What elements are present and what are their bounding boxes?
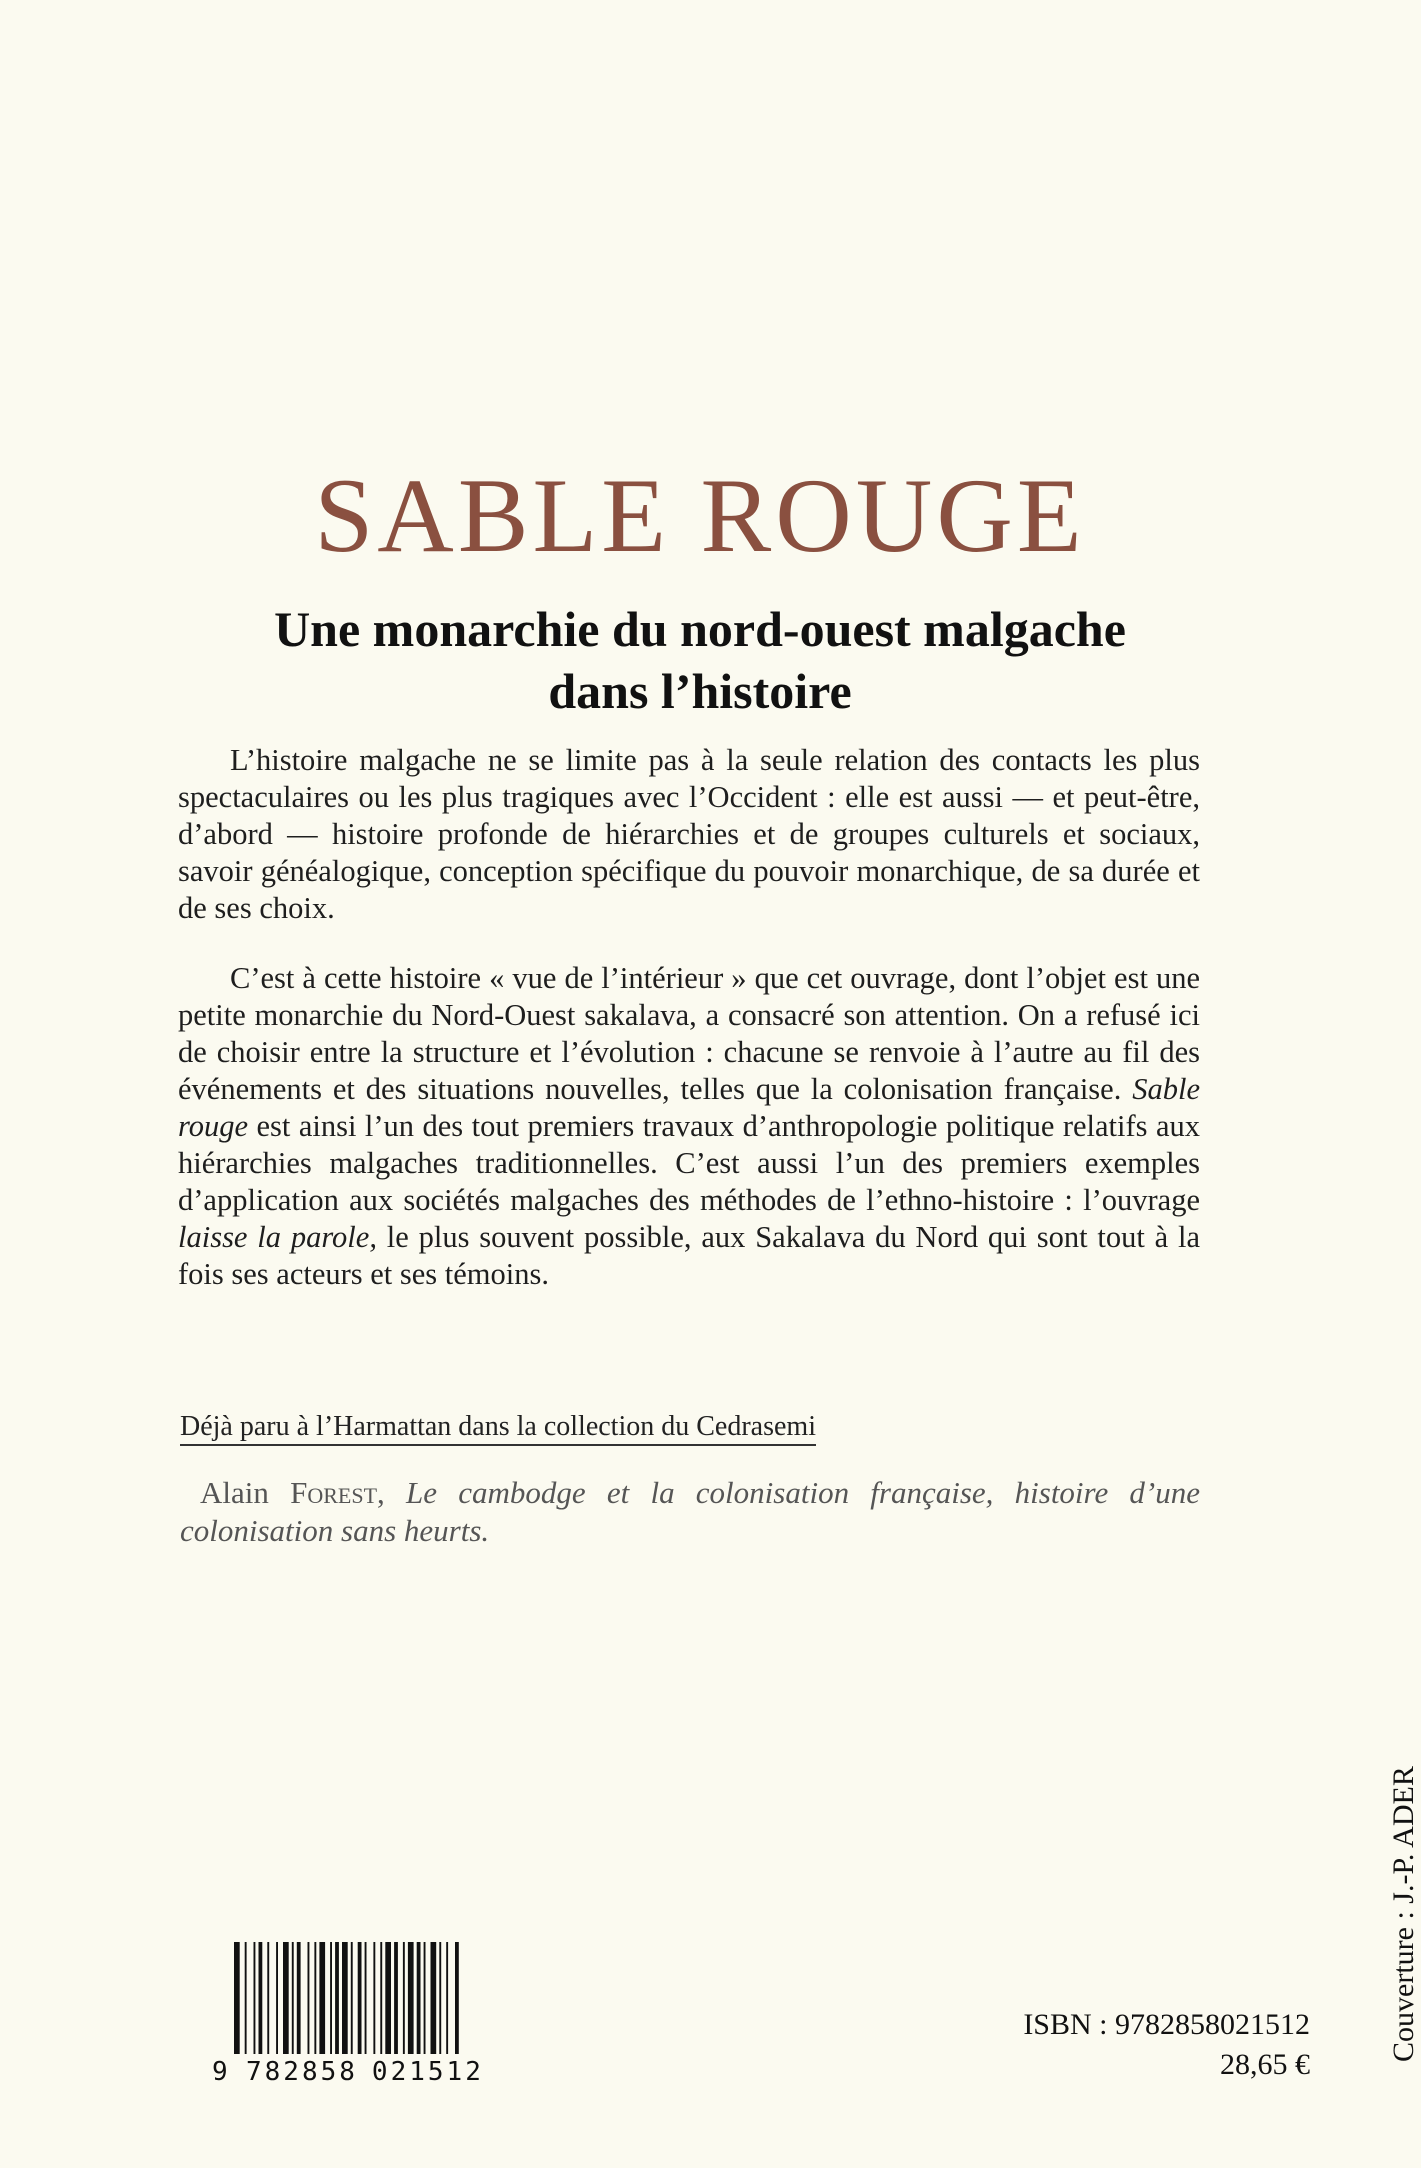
barcode-bar bbox=[319, 1942, 325, 2054]
barcode-bar bbox=[424, 1942, 426, 2054]
barcode-bar bbox=[234, 1942, 240, 2070]
barcode-bar bbox=[394, 1942, 398, 2054]
barcode-bar bbox=[314, 1942, 316, 2054]
reference-author-last: Forest, bbox=[290, 1475, 385, 1510]
barcode-bar bbox=[380, 1942, 382, 2054]
barcode-bar bbox=[292, 1942, 294, 2054]
paragraph-2-text-a: C’est à cette histoire « vue de l’intérieur » que cet ouvrage, dont l’objet est une petite monarchie du Nord-Ouest sakalava, a consacré son attention. On a refusé ici de choisir entre la structure et l’évolution : chacune se renvoie à l’autre au fil des événements et des situations nouvelles, telles que la colonisation française. bbox=[178, 961, 1200, 1106]
paragraph-2-text-c: le plus souvent possible, aux Sakalava du Nord qui sont tout à la fois ses acteurs et ses témoins. bbox=[178, 1220, 1200, 1291]
barcode-bar bbox=[431, 1942, 437, 2054]
subtitle-line-1: Une monarchie du nord-ouest malgache bbox=[274, 601, 1126, 657]
barcode-bar bbox=[308, 1942, 310, 2054]
summary-paragraph-1: L’histoire malgache ne se limite pas à la seule relation des contacts les plus spectaculaires ou les plus tragiques avec l’Occident : elle est aussi — et peut-être, d’abord — histoire profonde de hiérarchies et de groupes culturels et sociaux, savoir généalogique, conception spécifique du pouvoir monarchique, de sa durée et de ses choix. bbox=[178, 743, 1200, 925]
barcode-first-digit: 9 bbox=[212, 2057, 228, 2087]
subtitle-line-2: dans l’histoire bbox=[548, 663, 852, 719]
barcode-bar bbox=[330, 1942, 332, 2054]
paragraph-2-italic-phrase: laisse la parole, bbox=[178, 1220, 377, 1254]
barcode-bar bbox=[365, 1942, 367, 2054]
barcode-digit-group-2: 021512 bbox=[371, 2057, 484, 2087]
barcode-bar bbox=[342, 1942, 348, 2054]
barcode-bar bbox=[335, 1942, 339, 2054]
barcode-bar bbox=[446, 1942, 448, 2054]
barcode-digits bbox=[212, 2054, 512, 2090]
barcode-bar bbox=[455, 1942, 459, 2070]
barcode-digit-group-1: 782858 bbox=[246, 2057, 358, 2087]
price: 28,65 € bbox=[1220, 2048, 1310, 2081]
barcode-bar bbox=[276, 1942, 278, 2054]
barcode-bar bbox=[408, 1942, 414, 2054]
barcode-bar bbox=[297, 1942, 301, 2054]
barcode-bar bbox=[267, 1942, 269, 2054]
barcode-bar bbox=[385, 1942, 391, 2054]
barcode-bar bbox=[351, 1942, 353, 2070]
paragraph-2-text-b: est ainsi l’un des tout premiers travaux d’anthropologie politique relatifs aux hiérarchies malgaches traditionnelles. C’est aussi l’un des premiers exemples d’application aux sociétés malgaches des méthodes de l’ethno-histoire : l’ouvrage bbox=[178, 1109, 1200, 1217]
barcode-bar bbox=[417, 1942, 421, 2054]
barcode-bar bbox=[358, 1942, 362, 2054]
barcode-bar bbox=[254, 1942, 256, 2054]
barcode-bar bbox=[245, 1942, 247, 2070]
barcode-bar bbox=[439, 1942, 441, 2054]
related-book-reference bbox=[180, 1474, 1200, 1550]
paragraph-2-italic-title: Sable rouge bbox=[178, 1072, 1201, 1143]
barcode bbox=[212, 1940, 512, 2096]
reference-author-first: Alain bbox=[200, 1475, 269, 1510]
reference-work-title: Le cambodge et la colonisation française, histoire d’une colonisation sans heurts. bbox=[180, 1475, 1201, 1548]
isbn-number: ISBN : 9782858021512 bbox=[1023, 2008, 1310, 2041]
barcode-bar bbox=[283, 1942, 289, 2054]
book-title: SABLE ROUGE bbox=[314, 457, 1086, 574]
barcode-bar bbox=[259, 1942, 263, 2054]
barcode-bar bbox=[373, 1942, 375, 2054]
cover-credit-vertical: Couverture : J.-P. ADER bbox=[1387, 1766, 1420, 2062]
book-subtitle bbox=[0, 598, 1400, 722]
barcode-bar bbox=[403, 1942, 405, 2054]
already-published-heading: Déjà paru à l’Harmattan dans la collection du Cedrasemi bbox=[180, 1411, 816, 1446]
summary-paragraph-2 bbox=[178, 960, 1200, 1293]
